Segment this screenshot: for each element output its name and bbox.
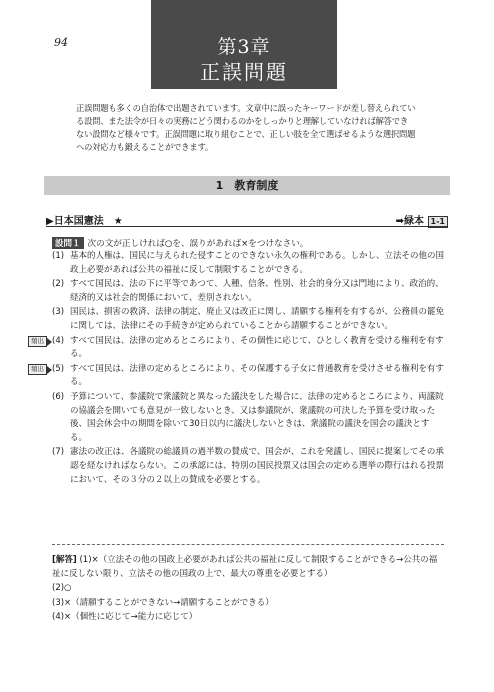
item-number: (4) xyxy=(52,335,65,346)
item-text: すべて国民は、法の下に平等であつて、人種、信条、性別、社会的身分又は門地により、政治的、経済的又は社会的関係において、差別されない。 xyxy=(70,279,444,303)
item-text: すべて国民は、法律の定めるところにより、その保護する子女に普通教育を受けさせる権利を有する。 xyxy=(70,363,444,388)
list-item xyxy=(52,250,444,277)
list-item xyxy=(52,446,444,487)
item-number: (7) xyxy=(52,447,65,458)
answer-line: (4)×（個性に応じて→能力に応じて） xyxy=(52,611,198,622)
answer-line: (3)×（請願することができない→請願することができる） xyxy=(52,597,274,608)
reference-tag: 1-1 xyxy=(428,216,448,228)
answer-line: (2)○ xyxy=(52,583,72,594)
item-text: 基本的人権は、国民に与えられた侵すことのできない永久の権利である。しかし、立法その他の国政上必要があれば公共の福祉に反して制限することができる。 xyxy=(70,251,445,275)
chapter-header xyxy=(151,0,337,89)
item-text: 予算について、参議院で衆議院と異なった議決をした場合に、法律の定めるところにより、両議院の協議会を開いても意見が一致しないとき、又は参議院が、衆議院の可決した予算を受け取った後、国会休会中の期間を除いて30日以内に議決しないときは、衆議院の議決を国会の議決とする。 xyxy=(70,391,444,443)
question-label: 設問１ xyxy=(52,237,84,249)
item-number: (2) xyxy=(52,279,65,290)
reference-prefix: ➡緑本 xyxy=(395,216,425,227)
answer-text: (1)×（立法その他の国政上必要があれば公共の福祉に反して制限することができる→公共の福祉に反しない限り、立法その他の国政の上で、最大の尊重を必要とする） xyxy=(52,555,438,580)
item-text: すべて国民は、法律の定めるところにより、その個性に応じて、ひとしく教育を受ける権利を有する。 xyxy=(70,335,444,360)
answer-line xyxy=(52,553,442,581)
section-title: 1 教育制度 xyxy=(44,176,450,195)
answer-label: [解答] xyxy=(52,555,77,565)
question-header xyxy=(52,237,308,249)
answer-divider xyxy=(52,544,444,545)
item-number: (3) xyxy=(52,307,65,318)
item-number: (1) xyxy=(52,251,65,261)
intro-paragraph: 正誤問題も多くの自治体で出題されています。文章中に誤ったキーワードが差し替えられている設問、また法令が日々の実務にどう関わるのかをしっかりと理解していなければ解答できない設問など様々です。正誤問題に取り組むことで、正しい肢を全て選ばせるような選択問題への対応力も鍛えることができます。 xyxy=(76,103,416,152)
list-item xyxy=(52,391,444,445)
page-number: 94 xyxy=(54,36,68,49)
answers xyxy=(52,553,442,624)
item-text: 国民は、損害の救済、法律の制定、廃止又は改正に関し、請願する権利を有するが、公務員の罷免に関しては、法律にその手続きが定められていることから請願することができない。 xyxy=(70,307,445,331)
chapter-title: 正誤問題 xyxy=(200,60,288,84)
topic-header xyxy=(46,212,448,226)
item-number: (5) xyxy=(52,363,65,374)
question-text: 次の文が正しければ○を、誤りがあれば×をつけなさい。 xyxy=(87,239,309,249)
question-items xyxy=(31,250,445,488)
topic-rule xyxy=(46,226,448,227)
list-item xyxy=(31,363,444,390)
chapter-label: 第3章 xyxy=(217,36,271,58)
item-number: (6) xyxy=(52,391,65,402)
item-text: 憲法の改正は、各議院の総議員の過半数の賛成で、国会が、これを発議し、国民に提案してその承認を経なければならない。この承認には、特別の国民投票又は国会の定める選挙の際行はれる投票において、その３分の２以上の賛成を必要とする。 xyxy=(70,447,445,485)
list-item xyxy=(31,335,444,362)
topic-title: ▶日本国憲法 ★ xyxy=(46,216,123,227)
frequent-badge: 頻出 xyxy=(28,336,47,347)
frequent-badge: 頻出 xyxy=(28,364,47,375)
list-item xyxy=(52,278,444,305)
list-item xyxy=(52,306,444,333)
